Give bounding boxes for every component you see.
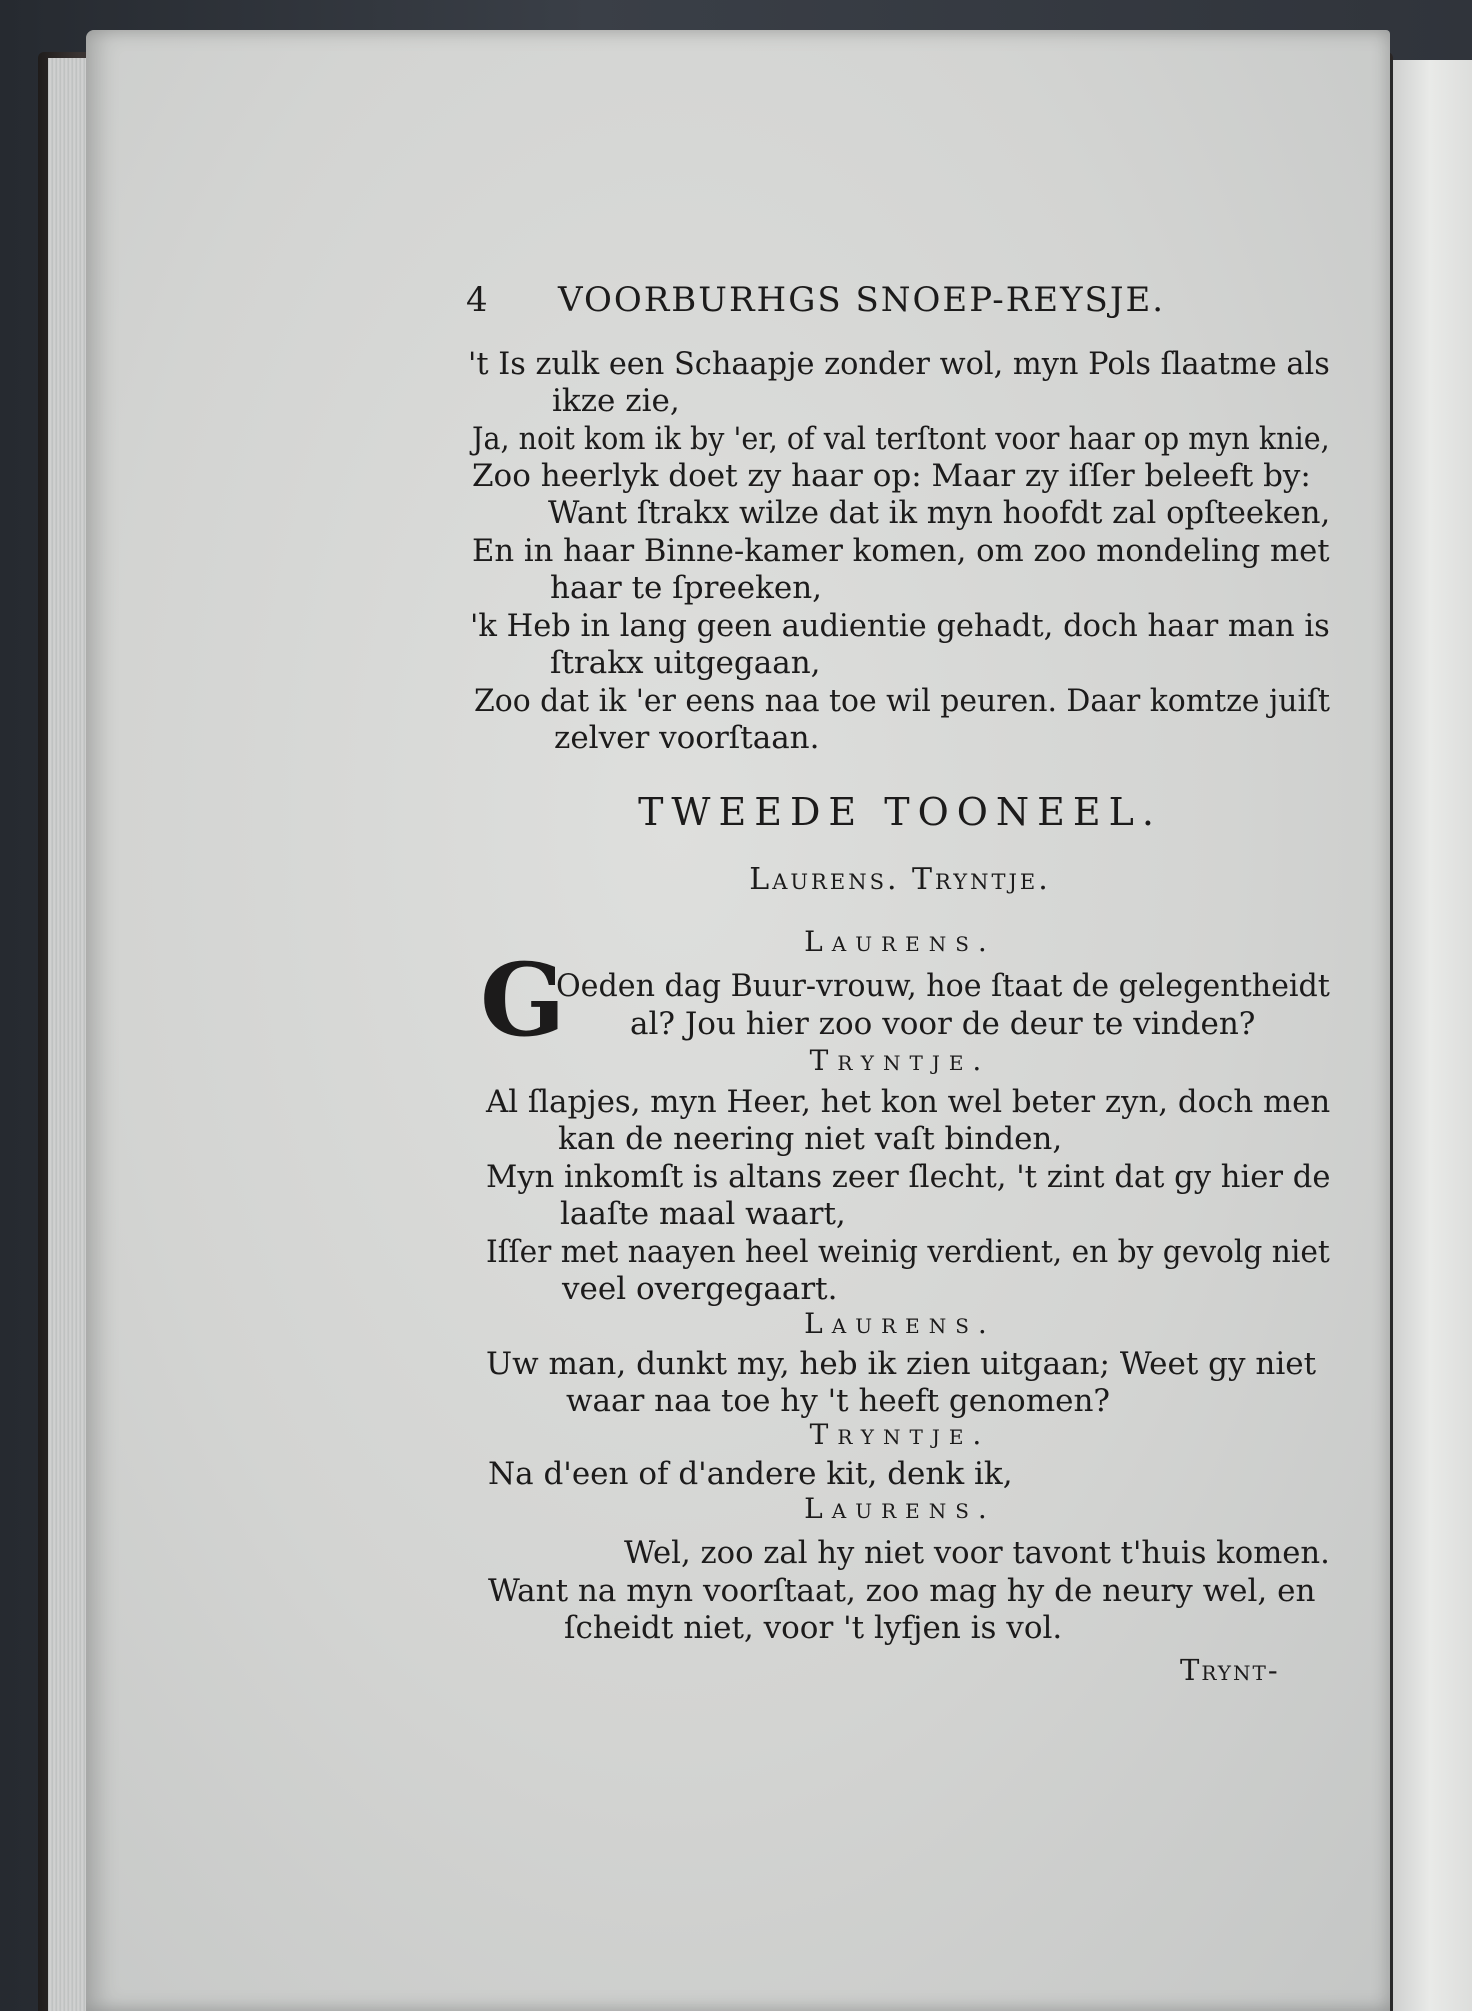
dialogue-line: Want na myn voorſtaat, zoo mag hy de neury wel, en — [488, 1573, 1316, 1609]
running-title: VOORBURHGS SNOEP-REYSJE. — [558, 280, 1166, 320]
dialogue-line: Iſſer met naayen heel weinig verdient, en by gevolg niet — [486, 1234, 1330, 1270]
verse-line: En in haar Binne-kamer komen, om zoo mondeling met — [472, 533, 1330, 569]
running-head — [466, 280, 1226, 330]
verse-line: ikze zie, — [552, 383, 680, 419]
scene-heading: TWEEDE TOONEEL. — [638, 790, 1162, 834]
dialogue-line: al? Jou hier zoo voor de deur te vinden? — [630, 1006, 1256, 1042]
speaker-name: Laurens. — [804, 1492, 996, 1525]
dialogue-line: Na d'een of d'andere kit, denk ik, — [488, 1456, 1013, 1492]
verse-line: Zoo dat ik 'er eens naa toe wil peuren. Daar komtze juiſt — [474, 683, 1331, 719]
verse-line: Want ſtrakx wilze dat ik myn hoofdt zal opſteeken, — [548, 495, 1331, 531]
dialogue-line: Myn inkomſt is altans zeer ſlecht, 't zint dat gy hier de — [486, 1159, 1331, 1195]
speaker-name: Tryntje. — [809, 1418, 991, 1451]
dialogue-line: ſcheidt niet, voor 't lyfjen is vol. — [564, 1610, 1063, 1646]
verse-line: Ja, noit kom ik by 'er, of val terſtont voor haar op myn knie, — [472, 421, 1330, 457]
speaker-name: Laurens. — [804, 1307, 996, 1340]
cast-list: Laurens. Tryntje. — [749, 862, 1051, 897]
verse-line: 'k Heb in lang geen audientie gehadt, doch haar man is — [470, 608, 1330, 644]
verse-line: ſtrakx uitgegaan, — [550, 645, 821, 681]
facing-page-edge — [1390, 60, 1472, 2011]
dialogue-line: Al ſlapjes, myn Heer, het kon wel beter zyn, doch men — [486, 1084, 1331, 1120]
dialogue-line: Uw man, dunkt my, heb ik zien uitgaan; Weet gy niet — [486, 1346, 1317, 1382]
verse-line: haar te ſpreeken, — [550, 570, 823, 606]
page-number: 4 — [466, 280, 488, 320]
verse-line: 't Is zulk een Schaapje zonder wol, myn Pols ſlaatme als — [468, 346, 1330, 382]
catchword: Trynt- — [1180, 1653, 1280, 1687]
verse-line: Zoo heerlyk doet zy haar op: Maar zy iſſer beleeft by: — [472, 458, 1311, 494]
dialogue-line: Oeden dag Buur-vrouw, hoe ſtaat de gelegentheidt — [556, 968, 1330, 1004]
dialogue-line: kan de neering niet vaſt binden, — [558, 1121, 1063, 1157]
speaker-name: Tryntje. — [809, 1044, 991, 1077]
drop-cap: G — [480, 941, 566, 1059]
dialogue-line: Wel, zoo zal hy niet voor tavont t'huis komen. — [624, 1535, 1330, 1571]
speaker-name: Laurens. — [804, 925, 996, 958]
dialogue-line: waar naa toe hy 't heeft genomen? — [566, 1383, 1111, 1419]
verse-line: zelver voorſtaan. — [554, 720, 820, 756]
dialogue-line: laaſte maal waart, — [560, 1196, 846, 1232]
dialogue-line: veel overgegaart. — [562, 1271, 838, 1307]
